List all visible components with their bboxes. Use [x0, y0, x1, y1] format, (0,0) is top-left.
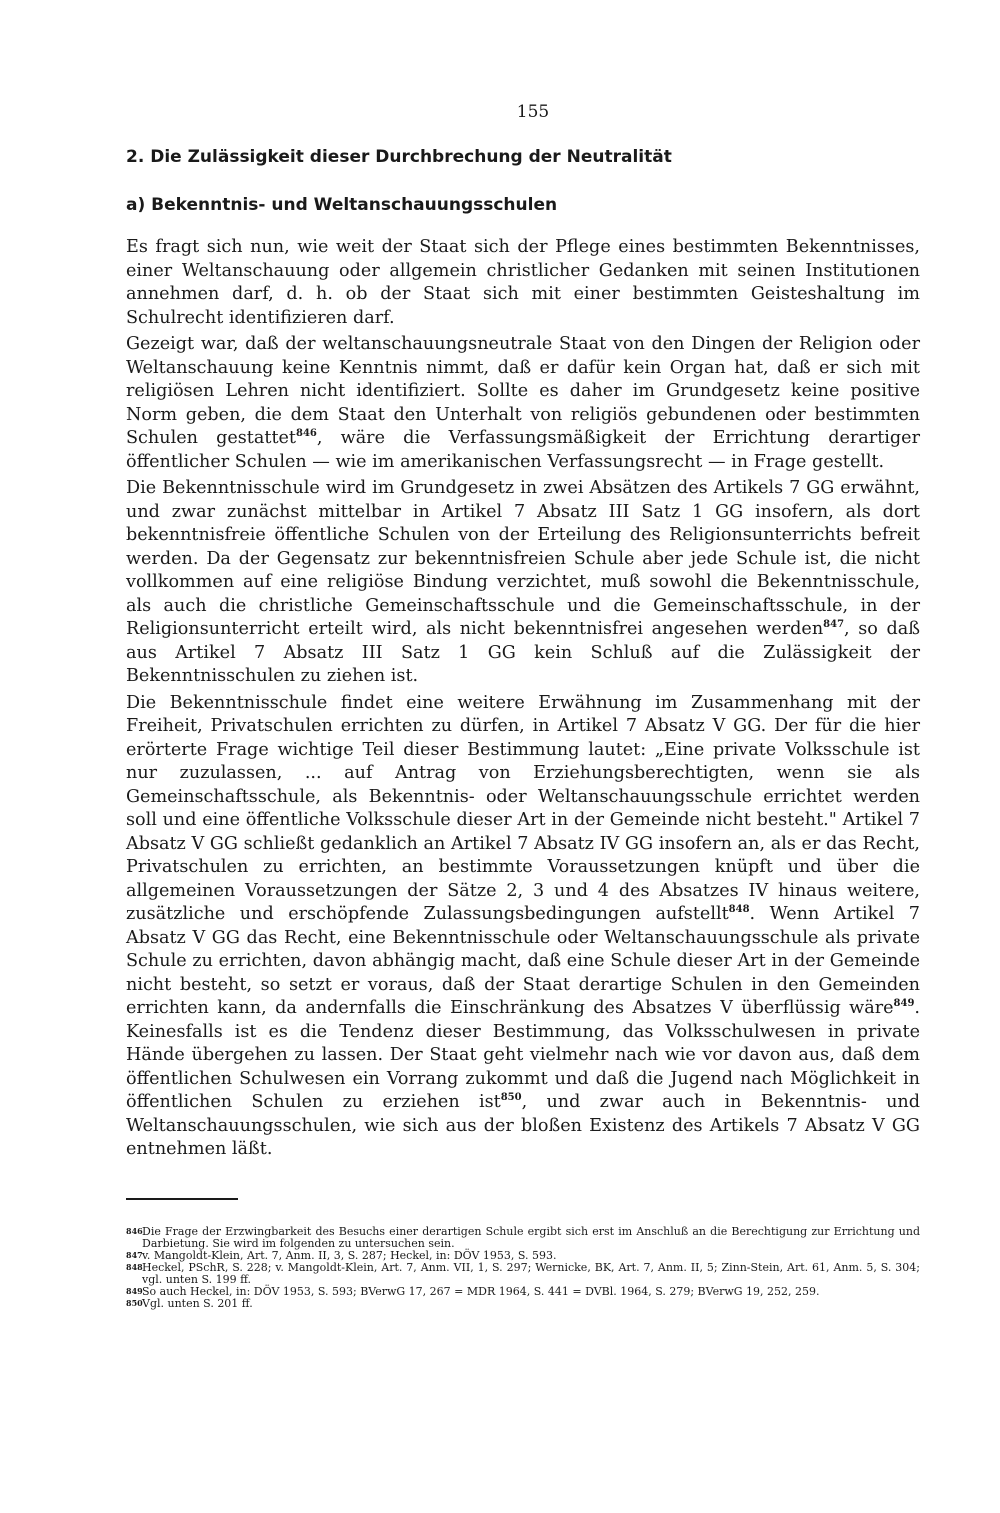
- paragraph-3: [126, 477, 920, 689]
- footnote-ref-848[interactable]: 848: [728, 904, 750, 916]
- text-segment: Die Bekenntnisschule wird im Grundgesetz in zwei Absätzen des Artikels 7 GG erwähnt, und zwar zunächst mittelbar in Artikel 7 Absatz III Satz 1 GG insofern, als dort bekenntnisfreie öffentliche Schulen von der Erteilung des Religionsunterrichts befreit werden. Da der Gegensatz zur bekenntnisfreien Schule aber jede Schule ist, die nicht vollkommen auf eine religiöse Bindung verzichtet, muß sowohl die Bekenntnisschule, als auch die christliche Gemeinschaftsschule und die Gemeinschaftsschule, in der Religionsunterricht erteilt wird, als nicht bekenntnisfrei angesehen werden: [126, 478, 920, 639]
- footnote-text: Die Frage der Erzwingbarkeit des Besuchs einer derartigen Schule ergibt sich erst im Anschluß an die Berechtigung zur Errichtung und Darbietung. Sie wird im folgenden zu untersuchen sein.: [142, 1224, 920, 1250]
- text-segment: Gezeigt war, daß der weltanschauungsneutrale Staat von den Dingen der Religion oder Weltanschauung keine Kenntnis nimmt, daß er dafür kein Organ hat, daß er sich mit religiösen Lehren nicht identifiziert. Sollte es daher im Grundgesetz keine positive Norm geben, die dem Staat den Unterhalt von religiös gebundenen oder bestimmten Schulen gestattet: [126, 334, 920, 448]
- footnote-ref-847[interactable]: 847: [823, 619, 845, 631]
- footnote-text: Vgl. unten S. 201 ff.: [142, 1296, 253, 1310]
- document-page: [126, 98, 920, 1310]
- subsection-heading: a) Bekenntnis- und Weltanschauungsschulen: [126, 195, 558, 215]
- text-segment: , wäre die Verfassungsmäßigkeit der Errichtung derartiger öffentlicher Schulen — wie im amerikanischen Verfassungsrecht — in Frage gestellt.: [126, 428, 920, 472]
- footnote-number: 848: [126, 1261, 143, 1272]
- footnote: [126, 1286, 920, 1298]
- footnote-number: 850: [126, 1297, 143, 1308]
- footnote-number: 846: [126, 1225, 143, 1236]
- footnote: [126, 1298, 920, 1310]
- paragraph-2: [126, 333, 920, 474]
- page-number: 155: [516, 102, 550, 122]
- paragraph-1: [126, 236, 920, 330]
- body-text: [126, 236, 920, 1162]
- text-segment: Es fragt sich nun, wie weit der Staat sich der Pflege eines bestimmten Bekenntnisses, einer Weltanschauung oder allgemein christlicher Gedanken mit seinen Institutionen annehmen darf, d. h. ob der Staat sich mit einer bestimmten Geisteshaltung im Schulrecht identifizieren darf.: [126, 237, 920, 328]
- footnote-text: v. Mangoldt-Klein, Art. 7, Anm. II, 3, S. 287; Heckel, in: DÖV 1953, S. 593.: [142, 1248, 557, 1262]
- footnote-ref-849[interactable]: 849: [893, 998, 915, 1010]
- footnote: [126, 1262, 920, 1286]
- footnote-ref-850[interactable]: 850: [500, 1092, 522, 1104]
- footnote-divider: [126, 1198, 238, 1200]
- text-segment: Die Bekenntnisschule findet eine weitere Erwähnung im Zusammenhang mit der Freiheit, Privatschulen errichten zu dürfen, in Artikel 7 Absatz V GG. Der für die hier erörterte Frage wichtige Teil dieser Bestimmung lautet: „Eine private Volksschule ist nur zuzulassen, ... auf Antrag von Erziehungsberechtigten, wenn sie als Gemeinschaftsschule, als Bekenntnis- oder Weltanschauungsschule errichtet werden soll und eine öffentliche Volksschule dieser Art in der Gemeinde nicht besteht." Artikel 7 Absatz V GG schließt gedanklich an Artikel 7 Absatz IV GG insofern an, als er das Recht, Privatschulen zu errichten, an bestimmte Voraussetzungen knüpft und über die allgemeinen Voraussetzungen der Sätze 2, 3 und 4 des Absatzes IV hinaus weitere, zusätzliche und erschöpfende Zulassungsbedingungen aufstellt: [126, 692, 920, 924]
- footnote-text: So auch Heckel, in: DÖV 1953, S. 593; BVerwG 17, 267 = MDR 1964, S. 441 = DVBl. 1964, S. 279; BVerwG 19, 252, 259.: [142, 1284, 820, 1298]
- section-heading: 2. Die Zulässigkeit dieser Durchbrechung der Neutralität: [126, 147, 672, 167]
- footnote-text: Heckel, PSchR, S. 228; v. Mangoldt-Klein, Art. 7, Anm. VII, 1, S. 297; Wernicke, BK, Art. 7, Anm. II, 5; Zinn-Stein, Art. 61, Anm. 5, S. 304; vgl. unten S. 199 ff.: [142, 1260, 920, 1286]
- footnotes: [126, 1226, 920, 1310]
- footnote-number: 847: [126, 1249, 143, 1260]
- footnote-number: 849: [126, 1285, 143, 1296]
- footnote-ref-846[interactable]: 846: [296, 428, 317, 440]
- footnote: [126, 1226, 920, 1250]
- paragraph-4: [126, 692, 920, 1162]
- text-segment: . Wenn Artikel 7 Absatz V GG das Recht, eine Bekenntnisschule oder Weltanschauungsschule als private Schule zu errichten, davon abhängig macht, daß eine Schule dieser Art in der Gemeinde nicht besteht, so setzt er voraus, daß der Staat derartige Schulen in den Gemeinden errichten kann, da andernfalls die Einschränkung des Absatzes V überflüssig wäre: [126, 904, 920, 1018]
- text-segment: , und zwar auch in Bekenntnis- und Weltanschauungsschulen, wie sich aus der bloßen Existenz des Artikels 7 Absatz V GG entnehmen läßt.: [126, 1092, 920, 1159]
- text-segment: , so daß aus Artikel 7 Absatz III Satz 1 GG kein Schluß auf die Zulässigkeit der Bekenntnisschulen zu ziehen ist.: [126, 619, 920, 686]
- text-segment: . Keinesfalls ist es die Tendenz dieser Bestimmung, das Volksschulwesen in private Hände übergehen zu lassen. Der Staat geht vielmehr nach wie vor davon aus, daß dem öffentlichen Schulwesen ein Vorrang zukommt und daß die Jugend nach Möglichkeit in öffentlichen Schulen zu erziehen ist: [126, 998, 920, 1112]
- footnote: [126, 1250, 920, 1262]
